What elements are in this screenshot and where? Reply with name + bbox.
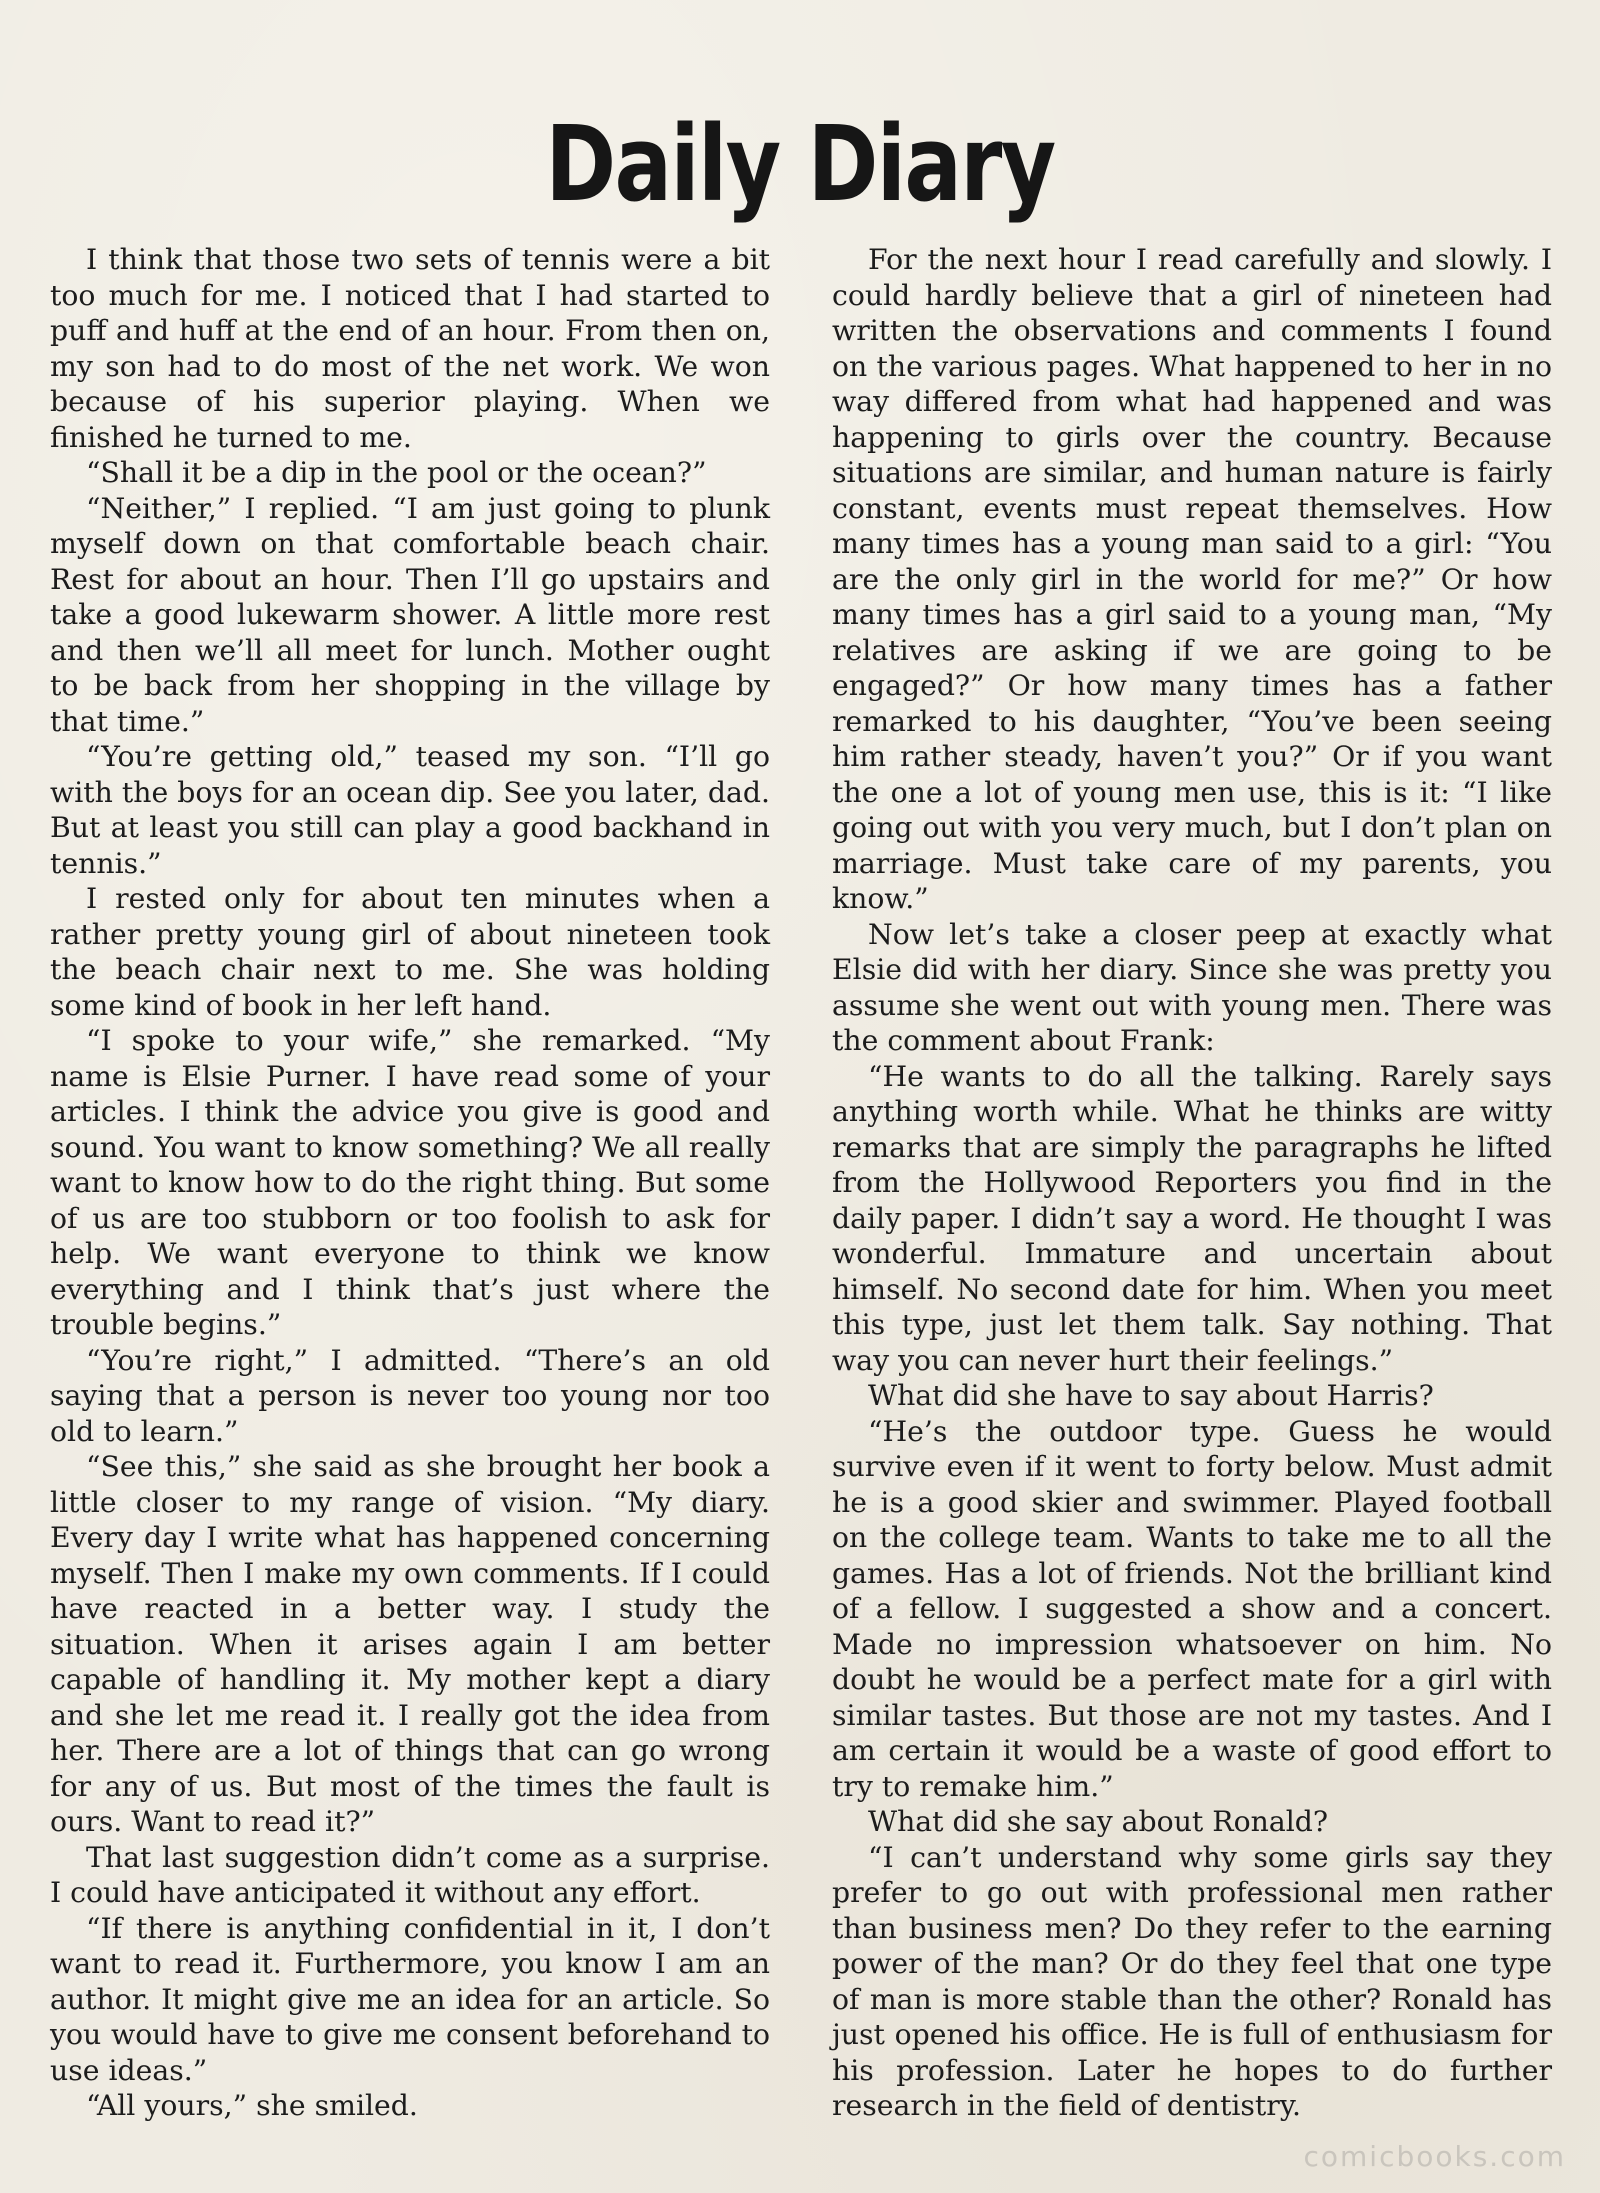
left-text-column <box>50 242 770 2124</box>
paragraph: Now let’s take a closer peep at exactly what Elsie did with her diary. Since she was pretty you assume she went out with young men. There was the comment about Frank: <box>832 917 1552 1057</box>
paragraph: I rested only for about ten minutes when a rather pretty young girl of about nineteen took the beach chair next to me. She was holding some kind of book in her left hand. <box>50 882 770 1022</box>
paragraph: “I spoke to your wife,” she remarked. “My name is Elsie Purner. I have read some of your articles. I think the advice you give is good and sound. You want to know something? We all really want to know how to do the right thing. But some of us are too stubborn or too foolish to ask for help. We want everyone to think we know everything and I think that’s just where the trouble begins.” <box>50 1024 770 1341</box>
paragraph: “All yours,” she smiled. <box>86 2089 418 2122</box>
paragraph: What did she say about Ronald? <box>868 1805 1329 1838</box>
paragraph: “You’re getting old,” teased my son. “I’ll go with the boys for an ocean dip. See you later, dad. But at least you still can play a good backhand in tennis.” <box>50 740 770 880</box>
paragraph: I think that those two sets of tennis were a bit too much for me. I noticed that I had started to puff and huff at the end of an hour. From then on, my son had to do most of the net work. We won because of his superior playing. When we finished he turned to me. <box>50 243 770 454</box>
paragraph: “I can’t understand why some girls say they prefer to go out with professional men rather than business men? Do they refer to the earning power of the man? Or do they feel that one type of man is more stable than the other? Ronald has just opened his office. He is full of enthusiasm for his profession. Later he hopes to do further research in the field of dentistry. <box>832 1840 1552 2122</box>
paragraph: “Shall it be a dip in the pool or the ocean?” <box>86 456 707 489</box>
paragraph: “Neither,” I replied. “I am just going to plunk myself down on that comfortable beach chair. Rest for about an hour. Then I’ll go upstairs and take a good lukewarm shower. A little more rest and then we’ll all meet for lunch. Mother ought to be back from her shopping in the village by that time.” <box>50 491 770 738</box>
watermark: comicbooks.com <box>1303 2140 1566 2173</box>
article-title: Daily Diary <box>545 102 1055 225</box>
paragraph: What did she have to say about Harris? <box>868 1379 1434 1412</box>
paragraph: “He’s the outdoor type. Guess he would survive even if it went to forty below. Must admit he is a good skier and swimmer. Played football on the college team. Wants to take me to all the games. Has a lot of friends. Not the brilliant kind of a fellow. I suggested a show and a concert. Made no impression whatsoever on him. No doubt he would be a perfect mate for a girl with similar tastes. But those are not my tastes. And I am certain it would be a waste of good effort to try to remake him.” <box>832 1414 1552 1803</box>
right-text-column <box>832 242 1552 2124</box>
paragraph: For the next hour I read carefully and slowly. I could hardly believe that a girl of nineteen had written the observations and comments I found on the various pages. What happened to her in no way differed from what had happened and was happening to girls over the country. Because situations are similar, and human nature is fairly constant, events must repeat themselves. How many times has a young man said to a girl: “You are the only girl in the world for me?” Or how many times has a girl said to a young man, “My relatives are asking if we are going to be engaged?” Or how many times has a father remarked to his daughter, “You’ve been seeing him rather steady, haven’t you?” Or if you want the one a lot of young men use, this is it: “I like going out with you very much, but I don’t plan on marriage. Must take care of my parents, you know.” <box>832 243 1552 915</box>
paragraph: “He wants to do all the talking. Rarely says anything worth while. What he thinks are witty remarks that are simply the paragraphs he lifted from the Hollywood Reporters you find in the daily paper. I didn’t say a word. He thought I was wonderful. Immature and uncertain about himself. No second date for him. When you meet this type, just let them talk. Say nothing. That way you can never hurt their feelings.” <box>832 1059 1552 1377</box>
paragraph: That last suggestion didn’t come as a surprise. I could have anticipated it without any effort. <box>50 1840 770 1909</box>
paragraph: “You’re right,” I admitted. “There’s an old saying that a person is never too young nor too old to learn.” <box>50 1343 770 1448</box>
paragraph: “If there is anything confidential in it, I don’t want to read it. Furthermore, you know I am an author. It might give me an idea for an article. So you would have to give me consent beforehand to use ideas.” <box>50 1911 770 2087</box>
paragraph: “See this,” she said as she brought her book a little closer to my range of vision. “My diary. Every day I write what has happened concerning myself. Then I make my own comments. If I could have reacted in a better way. I study the situation. When it arises again I am better capable of handling it. My mother kept a diary and she let me read it. I really got the idea from her. There are a lot of things that can go wrong for any of us. But most of the times the fault is ours. Want to read it?” <box>50 1450 770 1838</box>
